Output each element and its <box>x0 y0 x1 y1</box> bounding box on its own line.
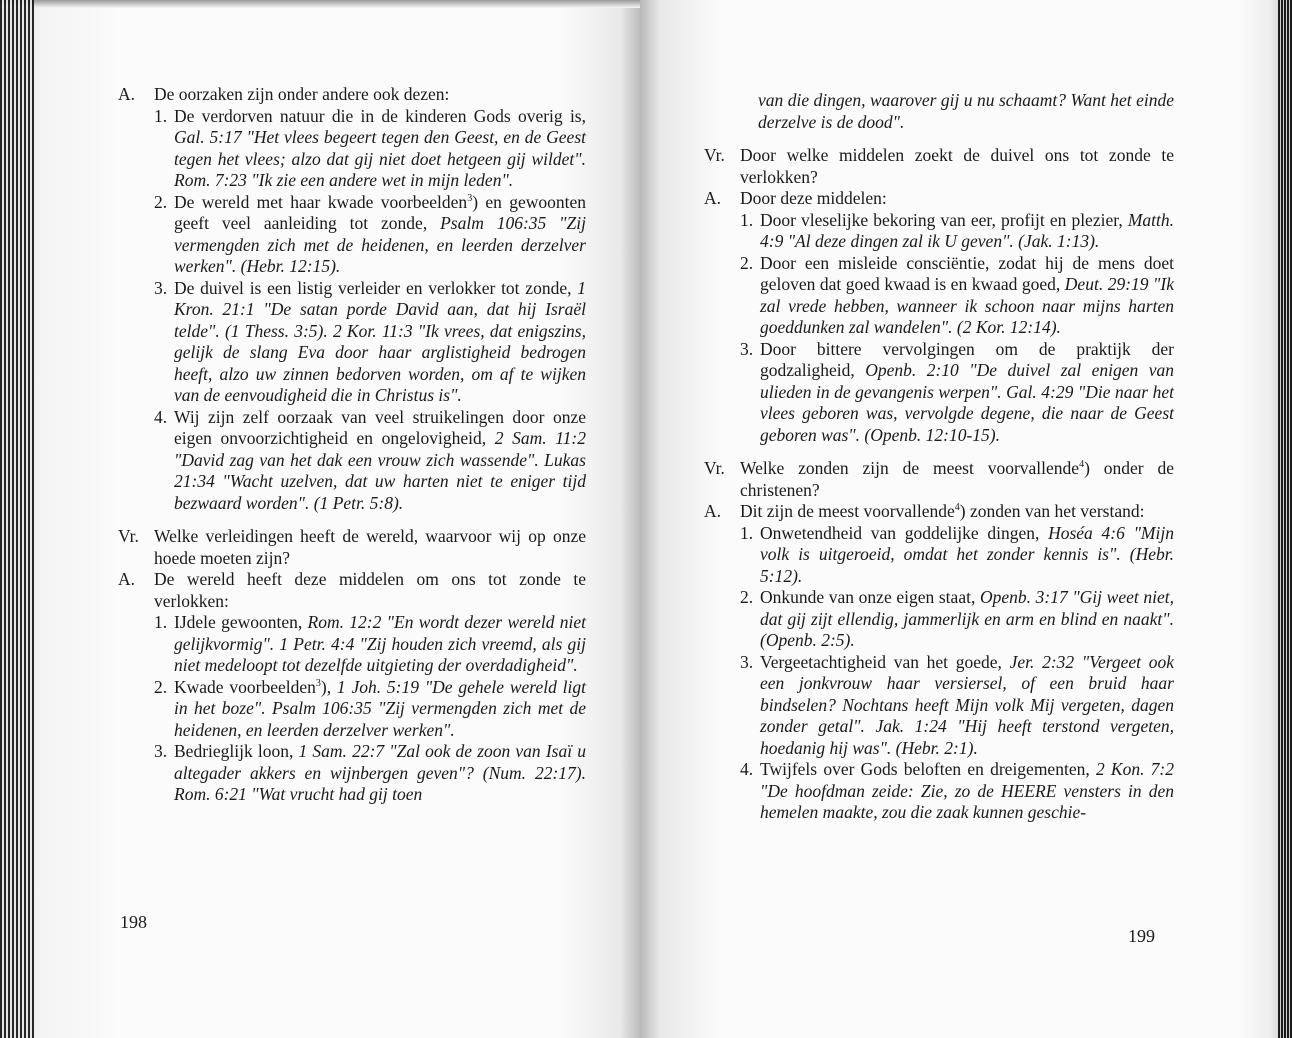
list-item-text: Twijfels over Gods beloften en dreigementen, 2 Kon. 7:2 "De hoofdman zeide: Zie, zo de HEERE vensters in den hemelen maakte, zou die zaak kunnen geschie- <box>760 759 1175 822</box>
entry-text: De oorzaken zijn onder andere ook dezen: <box>154 84 450 104</box>
list-item <box>740 210 1174 253</box>
list-item <box>740 339 1174 447</box>
question <box>118 526 586 569</box>
entry-label: A. <box>118 569 136 589</box>
list-item-number: 2. <box>154 676 168 697</box>
left-page <box>0 0 640 1038</box>
list-item-number: 3. <box>154 277 168 298</box>
question <box>704 458 1174 501</box>
list-item-number: 1. <box>154 612 168 632</box>
entry-label: Vr. <box>704 458 725 478</box>
list-item <box>740 587 1174 652</box>
list-item-text: Onkunde van onze eigen staat, Openb. 3:17 "Gij weet niet, dat gij zijt ellendig, jammerlijk en arm en blind en naakt". (Openb. 2:5). <box>760 587 1174 650</box>
page-number-right: 199 <box>1128 926 1155 946</box>
list-item-text: De duivel is een listig verleider en verlokker tot zonde, 1 Kron. 21:1 "De satan porde David aan, dat hij Israël telde". (1 Thess. 3:5). 2 Kor. 11:3 "Ik vrees, dat enigszins, gelijk de slang Eva door haar arglistigheid bedrogen heeft, alzo uw zinnen bedorven worden, om af te wijken van de eenvoudigheid die in Christus is". <box>174 277 586 405</box>
page-edges-left <box>0 0 34 1038</box>
list-item-number: 2. <box>154 191 168 212</box>
continuation-text: van die dingen, waarover gij u nu schaamt? Want het einde derzelve is de dood". <box>758 90 1174 132</box>
list-item-text: De verdorven natuur die in de kinderen Gods overig is, Gal. 5:17 "Het vlees begeert tegen den Geest, en de Geest tegen het vlees; alzo dat gij niet doet hetgeen gij wildet". Rom. 7:23 "Ik zie een andere wet in mijn leden". <box>174 105 586 190</box>
entry-text: Door welke middelen zoekt de duivel ons tot zonde te verlokken? <box>740 145 1174 187</box>
list-item <box>740 523 1174 588</box>
list-item <box>154 192 586 278</box>
page-edges-right <box>1278 0 1292 1038</box>
list-item-number: 1. <box>740 209 754 230</box>
page-top-shadow <box>0 0 640 8</box>
list-item <box>154 407 586 515</box>
list-item <box>154 278 586 407</box>
list-item-text: Door bittere vervolgingen om de praktijk der godzaligheid, Openb. 2:10 "De duivel zal enigen van ulieden in de gevangenis werpen". Gal. 4:29 "Die naar het vlees geboren was, vervolgde degene, die naar de Geest geboren was". (Openb. 12:10-15). <box>760 338 1174 445</box>
list-item <box>154 106 586 192</box>
answer <box>118 84 586 106</box>
numbered-list <box>154 612 586 806</box>
list-item <box>740 253 1174 339</box>
list-item <box>154 612 586 677</box>
numbered-list <box>154 106 586 515</box>
page-number-left: 198 <box>120 912 147 932</box>
list-item-number: 3. <box>740 338 754 359</box>
list-item-text: Door vleselijke bekoring van eer, profijt en plezier, Matth. 4:9 "Al deze dingen zal ik U geven". (Jak. 1:13). <box>760 209 1174 251</box>
list-item <box>154 741 586 806</box>
right-page <box>640 0 1280 1038</box>
answer <box>118 569 586 612</box>
list-item <box>740 652 1174 760</box>
list-item-text: De wereld met haar kwade voorbeelden$^3$) en gewoonten geeft veel aanleiding tot zonde, Psalm 106:35 "Zij vermengden zich met de heidenen, en leerden derzelver werken". (Hebr. 12:15). <box>174 191 586 276</box>
entry-label: Vr. <box>704 145 725 165</box>
entry-label: A. <box>704 188 722 208</box>
list-item-number: 1. <box>740 522 754 543</box>
answer <box>704 501 1174 523</box>
list-item-number: 4. <box>740 759 754 779</box>
list-item-text: IJdele gewoonten, Rom. 12:2 "En wordt dezer wereld niet gelijkvormig". 1 Petr. 4:4 "Zij houden zich vreemd, als gij niet medeloopt tot dezelfde uitgieting der overdadigheid". <box>174 612 586 675</box>
entry-label: A. <box>118 84 136 104</box>
list-item-text: Wij zijn zelf oorzaak van veel struikelingen door onze eigen onvoorzichtigheid en ongelovigheid, 2 Sam. 11:2 "David zag van het dak een vrouw zich wassende". Lukas 21:34 "Wacht uzelven, dat uw harten niet te eniger tijd bezwaard worden". (1 Petr. 5:8). <box>174 406 586 513</box>
list-item-text: Door een misleide consciëntie, zodat hij de mens doet geloven dat goed kwaad is en kwaad goed, Deut. 29:19 "Ik zal vrede hebben, wanneer ik schoon naar mijns harten goeddunken zal wandelen". (2 Kor. 12:14). <box>760 252 1174 337</box>
list-item <box>740 759 1174 824</box>
list-item-number: 1. <box>154 105 168 126</box>
list-item-number: 2. <box>740 252 754 273</box>
list-item-number: 3. <box>740 651 754 672</box>
numbered-list <box>740 210 1174 447</box>
entry-label: Vr. <box>118 526 139 546</box>
list-item-number: 2. <box>740 587 754 607</box>
list-item-text: Kwade voorbeelden$^3$), 1 Joh. 5:19 "De gehele wereld ligt in het boze". Psalm 106:35 "Zij vermengden zich met de heidenen, en leerden derzelver werken". <box>174 676 586 740</box>
numbered-list <box>740 523 1174 824</box>
list-item-text: Vergeetachtigheid van het goede, Jer. 2:32 "Vergeet ook een jonkvrouw haar versiersel, of een bruid haar bindselen? Nochtans heeft Mijn volk Mij vergeten, dagen zonder getal". Jak. 1:24 "Hij heeft terstond vergeten, hoedanig hij was". (Hebr. 2:1). <box>760 651 1174 758</box>
list-item-text: Bedrieglijk loon, 1 Sam. 22:7 "Zal ook de zoon van Isaï u altegader akkers en wijnbergen geven"? (Num. 22:17). Rom. 6:21 "Wat vrucht had gij toen <box>174 741 586 804</box>
question <box>704 145 1174 188</box>
entry-text: Welke verleidingen heeft de wereld, waarvoor wij op onze hoede moeten zijn? <box>154 526 586 568</box>
list-item-number: 3. <box>154 741 168 761</box>
entry-label: A. <box>704 501 722 521</box>
list-item-text: Onwetendheid van goddelijke dingen, Hoséa 4:6 "Mijn volk is uitgeroeid, omdat het zonder kennis is". (Hebr. 5:12). <box>760 522 1174 586</box>
right-page-text <box>704 90 1174 824</box>
entry-text: Door deze middelen: <box>740 188 887 208</box>
entry-text: Dit zijn de meest voorvallende$^4$) zonden van het verstand: <box>740 501 1145 521</box>
list-item <box>154 677 586 742</box>
list-item-number: 4. <box>154 406 168 427</box>
answer <box>704 188 1174 210</box>
left-page-text <box>118 84 586 806</box>
entry-text: De wereld heeft deze middelen om ons tot zonde te verlokken: <box>154 569 586 611</box>
entry-text: Welke zonden zijn de meest voorvallende$^4$) onder de christenen? <box>740 458 1174 500</box>
